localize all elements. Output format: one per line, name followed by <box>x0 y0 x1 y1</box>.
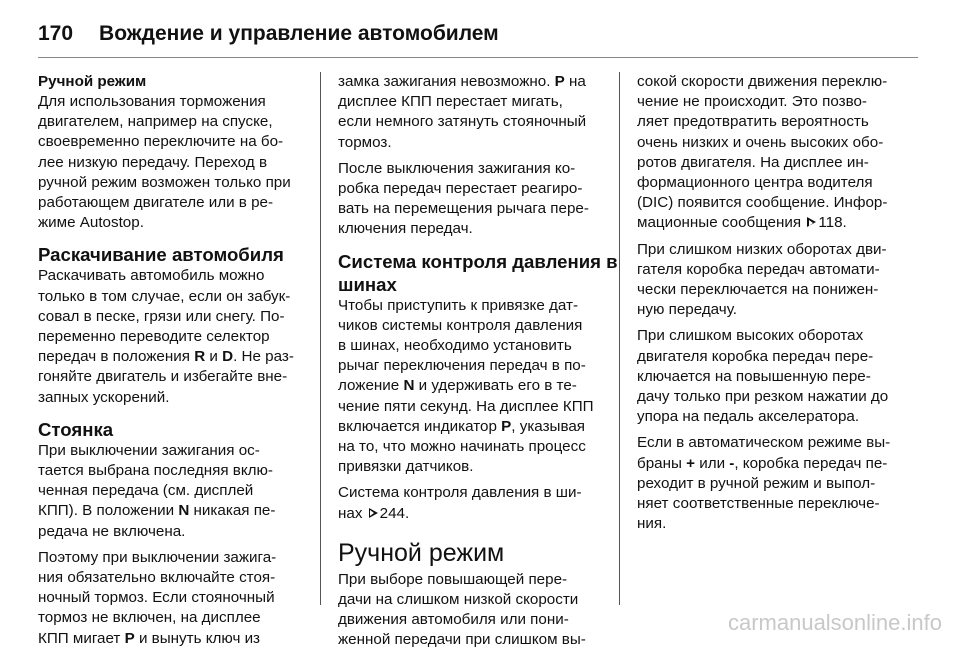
text-line: своевременно переключите на бо- <box>38 133 284 151</box>
text-line: чиков системы контроля давления <box>338 316 583 334</box>
text-line: ляет предотвратить вероятность <box>637 113 869 131</box>
parking-paragraph-2: Поэтому при выключении зажига- ния обязательно включайте стоя- ночный тормоз. Если стояночный тормоз не включен, на дисплее КПП мигает P и вынуть ключ из <box>38 548 316 649</box>
text-line: чески переключается на понижен- <box>637 281 879 299</box>
text-line: няет соответственные переключе- <box>637 495 880 513</box>
text-line: упора на педаль акселератора. <box>637 408 860 426</box>
auto-mode-paragraph: Если в автоматическом режиме вы- браны + или -, коробка передач пе- реходит в ручной режим и выпол- няет соответственные переключе- ния. <box>637 433 915 534</box>
tpms-paragraph-1: Чтобы приступить к привязке дат- чиков системы контроля давления в шинах, необходимо установить рычаг переключения передач в по- ложение N и удерживать его в те- чение пяти секунд. На дисплее КПП включается индикатор P, указывая на то, что можно начинать процесс привязки датчиков. <box>338 296 616 478</box>
text-line: привязки датчиков. <box>338 458 474 476</box>
text-line: гателя коробка передач автомати- <box>637 260 880 278</box>
text-line: ручной режим возможен только при <box>38 173 291 191</box>
section-heading-rocking: Раскачивание автомобиля <box>38 244 284 266</box>
manual-paragraph <box>38 92 316 233</box>
text-line: чение не происходит. Это позво- <box>637 93 867 111</box>
text-line: ния. <box>637 515 667 533</box>
watermark: carmanualsonline.info <box>727 610 942 635</box>
page-header <box>38 14 918 54</box>
text-line: тормоз не включен, на дисплее <box>38 609 261 627</box>
key-p: P <box>501 417 512 435</box>
text-line: Для использования торможения <box>38 93 266 110</box>
section-heading-manual-mode: Ручной режим <box>338 538 505 567</box>
text-line: ключается на повышенную пере- <box>637 367 871 385</box>
minus-key: - <box>729 454 735 472</box>
rocking-paragraph: Раскачивать автомобиль можно только в том случае, если он забук- совал в песке, грязи или снегу. По- переменно переводите селектор передач в положения R и D. Не раз- гоняйте двигатель и избегайте вне- запных ускорений. <box>38 266 316 407</box>
high-rpm-paragraph <box>637 326 915 427</box>
column-3 <box>637 72 915 534</box>
parking-paragraph-1: При выключении зажигания ос- тается выбрана последняя вклю- ченная передача (см. дисплей КПП). В положении N никакая пе- редача не включена. <box>38 441 316 542</box>
ignition-off-paragraph <box>338 159 616 240</box>
text-line: двигателем, например на спуске, <box>38 113 273 131</box>
text-line: дачу только при резком нажатии до <box>637 388 889 406</box>
text-line: лее низкую передачу. Переход в <box>38 153 268 171</box>
text-line: рычаг переключения передач в по- <box>338 357 586 375</box>
section-heading-tpms: Система контроля давления в шинах <box>338 250 618 295</box>
column-2 <box>338 72 616 651</box>
text-line: вать на перемещения рычага пере- <box>338 200 589 218</box>
text-line: тается выбрана последняя вклю- <box>38 462 273 480</box>
text-line: на то, что можно начинать процесс <box>338 438 586 456</box>
text-line: Чтобы приступить к привязке дат- <box>338 296 579 314</box>
text-line: движения автомобиля или пони- <box>338 611 569 629</box>
text-line: ключения передач. <box>338 220 473 238</box>
text-line: Поэтому при выключении зажига- <box>38 548 277 566</box>
text-line: Раскачивать автомобиль можно <box>38 267 265 285</box>
text-line: формационного центра водителя <box>637 174 873 192</box>
text-line: дачи на слишком низкой скорости <box>338 591 579 609</box>
manual-mode-continued-paragraph: сокой скорости движения переклю- чение не происходит. Это позво- ляет предотвратить вероятность очень низких и очень высоких обо- ротов двигателя. На дисплее ин- формационного центра водителя (DIC) появится сообщение. Инфор- мационные сообщения 118. <box>637 72 915 234</box>
key-p: P <box>554 73 565 90</box>
section-heading-parking: Стоянка <box>38 418 114 440</box>
text-line: гоняйте двигатель и избегайте вне- <box>38 368 288 386</box>
text-line: При слишком высоких оборотах <box>637 327 864 345</box>
page-reference-arrow-icon <box>807 217 816 228</box>
column-divider-1 <box>320 72 321 605</box>
text-line: сокой скорости движения переклю- <box>637 73 888 90</box>
tpms-paragraph-2: Система контроля давления в ши- нах 244. <box>338 483 616 523</box>
text-line: ную передачу. <box>637 301 737 319</box>
page-title: Вождение и управление автомобилем <box>99 22 499 45</box>
text-line: (DIC) появится сообщение. Инфор- <box>637 194 888 212</box>
text-line: работающем двигателе или в ре- <box>38 194 274 212</box>
text-line: только в том случае, если он забук- <box>38 287 291 305</box>
text-line: очень низких и очень высоких обо- <box>637 133 884 151</box>
parking-continued-paragraph: замка зажигания невозможно. P на дисплее КПП перестает мигать, если немного затянуть стояночный тормоз. <box>338 72 616 153</box>
manual-mode-paragraph <box>338 570 616 651</box>
key-r: R <box>194 348 206 366</box>
page-reference-link[interactable]: 244. <box>379 504 410 522</box>
text-line: ния обязательно включайте стоя- <box>38 569 276 587</box>
column-divider-2 <box>619 72 620 605</box>
key-p: P <box>124 629 135 647</box>
text-line: При слишком низких оборотах дви- <box>637 240 887 258</box>
plus-key: + <box>686 454 695 472</box>
text-line: При выключении зажигания ос- <box>38 441 260 459</box>
text-line: Система контроля давления в ши- <box>338 484 582 502</box>
text-line: женной передачи при слишком вы- <box>338 631 586 649</box>
text-line: ротов двигателя. На дисплее ин- <box>637 153 869 171</box>
section-heading-manual: Ручной режим <box>38 73 147 90</box>
key-d: D <box>222 348 234 366</box>
text-line: в шинах, необходимо установить <box>338 337 572 355</box>
text-line: При выборе повышающей пере- <box>338 570 568 588</box>
text-line: ченная передача (см. дисплей <box>38 482 254 500</box>
text-line: переменно переводите селектор <box>38 328 270 346</box>
key-n: N <box>178 502 190 520</box>
text-line: дисплее КПП перестает мигать, <box>338 93 563 111</box>
text-line: совал в песке, грязи или снегу. По- <box>38 307 285 325</box>
text-line: чение пяти секунд. На дисплее КПП <box>338 397 594 415</box>
text-line: робка передач перестает реагиро- <box>338 180 583 198</box>
text-line: ночный тормоз. Если стояночный <box>38 589 275 607</box>
low-rpm-paragraph <box>637 240 915 321</box>
text-line: реходит в ручной режим и выпол- <box>637 474 876 492</box>
text-line: жиме Autostop. <box>38 214 144 232</box>
text-line: двигателя коробка передач пере- <box>637 347 874 365</box>
column-1 <box>38 72 316 649</box>
key-n: N <box>403 377 415 395</box>
text-line: После выключения зажигания ко- <box>338 159 576 177</box>
header-rule <box>38 57 918 58</box>
page-reference-arrow-icon <box>369 508 378 519</box>
text-line: тормоз. <box>338 133 392 151</box>
page-number: 170 <box>38 22 74 45</box>
text-line: редача не включена. <box>38 522 186 540</box>
text-line: запных ускорений. <box>38 388 170 406</box>
page-reference-link[interactable]: 118. <box>818 214 847 232</box>
text-line: если немного затянуть стояночный <box>338 113 587 131</box>
